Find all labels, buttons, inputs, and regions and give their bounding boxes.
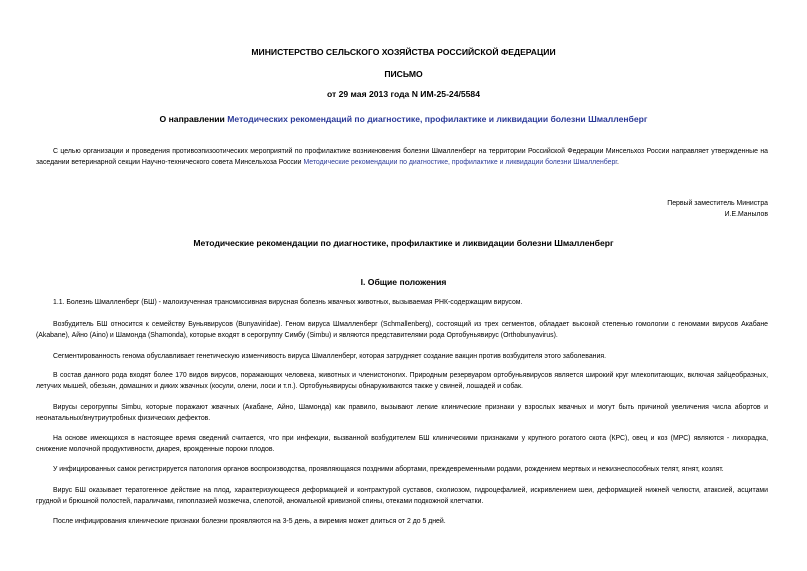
paragraph-4: В состав данного рода входят более 170 видов вирусов, поражающих человека, животных и членистоногих. Природным резервуаром ортобуньявирусов является широкий круг млекопитающих, включая зайцеобразных, летучих мышей, обезьян, домашних и диких жвачных (косули, олени, лоси и т.п.). Ортобуньявирусы обнаруживаются также у свиней, лошадей и собак. (36, 372, 768, 390)
subject-prefix: О направлении (159, 114, 225, 124)
intro-text: С целью организации и проведения противоэпизоотических мероприятий по профилактике возникновения болезни Шмалленберг на территории Российской Федерации Минсельхоз России направляет утвержденные на заседании ветеринарной секции Научно-технического совета Минсельхоза России (36, 148, 768, 166)
doc-title: Методические рекомендации по диагностике, профилактике и ликвидации болезни Шмалленберг (193, 238, 614, 248)
subject-line (0, 114, 807, 124)
date-number: от 29 мая 2013 года N ИМ-25-24/5584 (326, 89, 480, 99)
subject-link[interactable]: Методических рекомендаций по диагностике, профилактике и ликвидации болезни Шмалленберг (227, 114, 648, 124)
signature-position: Первый заместитель Министра (667, 200, 768, 207)
paragraph-1: 1.1. Болезнь Шмалленберг (БШ) - малоизученная трансмиссивная вирусная болезнь жвачных животных, вызываемая РНК-содержащим вирусом. (53, 299, 523, 306)
paragraph-2: Возбудитель БШ относится к семейству Буньявирусов (Bunyaviridae). Геном вируса Шмалленберг (Schmallenberg), состоящий из трех сегментов, обладает высокой степенью гомологии с геномами вирусов Акабане (Akabane), Айно (Aino) и Шамонда (Shamonda), которые входят в серогруппу Симбу (Simbu) и являются представителями рода Ортобуньявирус (Orthobunyavirus). (36, 321, 768, 339)
intro-paragraph (36, 146, 768, 168)
paragraph-8: Вирус БШ оказывает тератогенное действие на плод, характеризующееся деформацией и контрактурой суставов, сколиозом, гидроцефалией, искривлением шеи, деформацией нижней челюсти, атаксией, асцитами грудной и брюшной полостей, параличами, гипоплазией мозжечка, слепотой, аномальной кривизной спины, отеками подкожной клетчатки. (36, 487, 768, 505)
paragraph-3: Сегментированность генома обуславливает генетическую изменчивость вируса Шмалленберг, которая затрудняет создание вакцин против возбудителя этого заболевания. (53, 353, 606, 360)
paragraph-7: У инфицированных самок регистрируется патология органов воспроизводства, проявляющаяся поздними абортами, преждевременными родами, рождением мертвых и нежизнеспособных телят, ягнят, козлят. (53, 466, 724, 473)
ministry-header: МИНИСТЕРСТВО СЕЛЬСКОГО ХОЗЯЙСТВА РОССИЙСКОЙ ФЕДЕРАЦИИ (251, 47, 556, 57)
intro-link[interactable]: Методические рекомендации по диагностике, профилактике и ликвидации болезни Шмалленберг (303, 159, 617, 166)
paragraph-6: На основе имеющихся в настоящее время сведений считается, что при инфекции, вызванной возбудителем БШ клиническими признаками у крупного рогатого скота (КРС), овец и коз (МРС) являются - лихорадка, снижение молочной продуктивности, диарея, врожденные пороки плодов. (36, 435, 768, 453)
intro-end: . (616, 159, 619, 166)
doc-type: ПИСЬМО (384, 69, 423, 79)
section-title: I. Общие положения (360, 277, 447, 287)
paragraph-9: После инфицирования клинические признаки болезни проявляются на 3-5 день, а виремия может длиться от 2 до 5 дней. (53, 518, 446, 525)
signature-name: И.Е.Манылов (724, 211, 768, 218)
paragraph-5: Вирусы серогруппы Simbu, которые поражают жвачных (Акабане, Айно, Шамонда) как правило, вызывают легкие клинические признаки у взрослых жвачных и могут быть причиной увеличения числа абортов и неонатальных/внутриутробных физических дефектов. (36, 404, 768, 422)
